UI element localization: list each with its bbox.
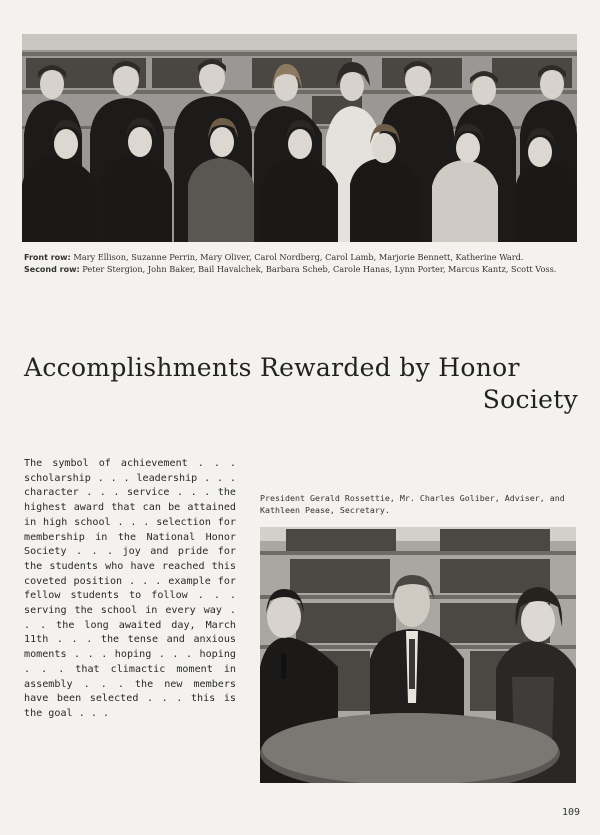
- second-row-names: Peter Stergion, John Baker, Bail Havalchek, Barbara Scheb, Carole Hanas, Lynn Porter, Marcus Kantz, Scott Voss.: [82, 263, 557, 274]
- officers-photo: [260, 527, 576, 783]
- group-photo-caption: [24, 252, 576, 275]
- page-number: 109: [561, 807, 580, 818]
- page-headline: [24, 352, 578, 416]
- headline-line-1: Accomplishments Rewarded by Honor: [24, 353, 520, 382]
- front-row-label: Front row:: [24, 253, 71, 262]
- second-row-label: Second row:: [24, 264, 80, 274]
- front-row-names: Mary Ellison, Suzanne Perrin, Mary Oliver, Carol Nordberg, Carol Lamb, Marjorie Bennett, Katherine Ward.: [73, 252, 524, 262]
- body-paragraph: The symbol of achievement . . . scholarship . . . leadership . . . character . . . service . . . the highest award that can be attained in high school . . . selection for membership in the National Honor Society . . . joy and pride for the students who have reached this coveted position . . . example for fellow students to follow . . . serving the school in every way . . . the long awaited day, March 11th . . . the tense and anxious moments . . . hoping . . . hoping . . . that climactic moment in assembly . . . the new members have been selected . . . this is the goal . . .: [24, 458, 236, 719]
- headline-line-2: Society: [482, 385, 578, 414]
- officers-caption: President Gerald Rossettie, Mr. Charles Goliber, Adviser, and Kathleen Pease, Secretary.: [260, 493, 565, 515]
- group-photo: [22, 34, 577, 242]
